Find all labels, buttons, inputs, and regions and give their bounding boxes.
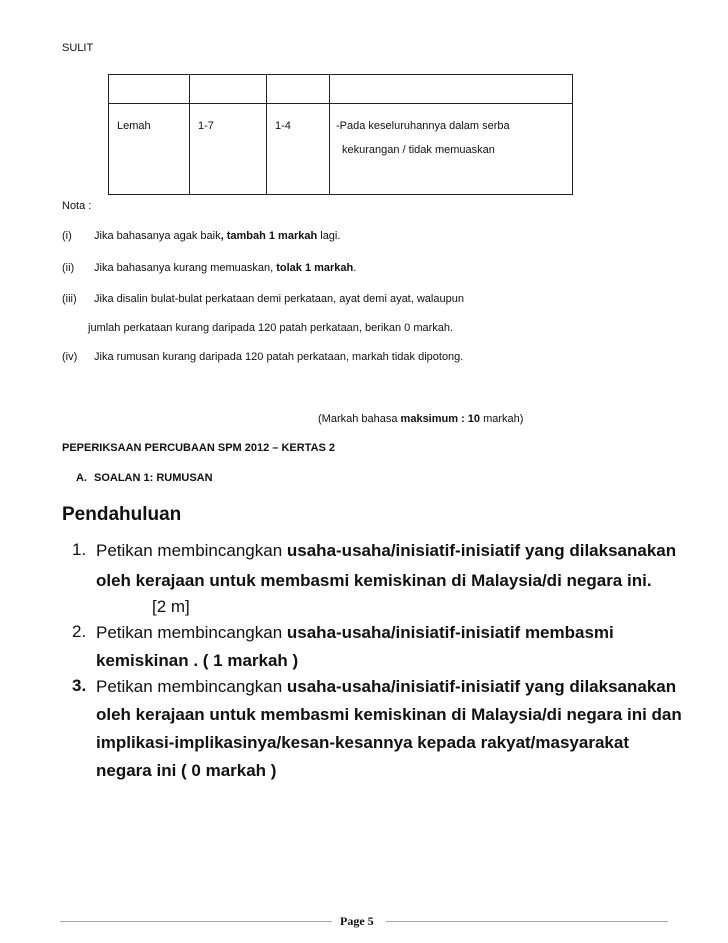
range-b-cell: 1-4 — [275, 120, 291, 132]
item-2-line-1: Petikan membincangkan usaha-usaha/inisiatif-inisiatif membasmi — [96, 623, 614, 642]
nota-marker-ii: (ii) — [62, 262, 75, 274]
sulit-label: SULIT — [62, 42, 94, 54]
item-2-number: 2. — [72, 622, 87, 641]
item-1-line-1: Petikan membincangkan usaha-usaha/inisiatif-inisiatif yang dilaksanakan — [96, 541, 677, 560]
table-header-row — [109, 75, 573, 104]
item-1-mark: [2 m] — [152, 597, 190, 616]
nota-marker-iv: (iv) — [62, 351, 78, 363]
nota-item-iv: Jika rumusan kurang daripada 120 patah perkataan, markah tidak dipotong. — [94, 351, 464, 363]
page-number: Page 5 — [340, 914, 374, 928]
range-a-cell: 1-7 — [198, 120, 214, 132]
nota-title: Nota : — [62, 200, 92, 212]
item-1-number: 1. — [72, 540, 87, 559]
footer-rule-right — [386, 921, 668, 922]
description-line-2: kekurangan / tidak memuaskan — [342, 144, 495, 156]
max-mark-note: (Markah bahasa maksimum : 10 markah) — [318, 413, 524, 425]
nota-item-iii-line-2: jumlah perkataan kurang daripada 120 patah perkataan, berikan 0 markah. — [88, 322, 454, 334]
pendahuluan-heading: Pendahuluan — [62, 504, 182, 525]
level-cell: Lemah — [117, 120, 151, 132]
table-row — [109, 104, 573, 195]
item-3-line-4: negara ini ( 0 markah ) — [96, 761, 277, 780]
description-line-1: -Pada keseluruhannya dalam serba — [336, 120, 510, 132]
nota-marker-iii: (iii) — [62, 293, 77, 305]
footer-rule-left — [60, 921, 332, 922]
nota-item-ii: Jika bahasanya kurang memuaskan, tolak 1 markah. — [94, 262, 357, 274]
nota-item-i: Jika bahasanya agak baik, tambah 1 markah lagi. — [94, 230, 341, 242]
section-label: SOALAN 1: RUMUSAN — [94, 472, 213, 484]
item-3-line-2: oleh kerajaan untuk membasmi kemiskinan di Malaysia/di negara ini dan — [96, 705, 682, 724]
item-3-number: 3. — [72, 676, 87, 695]
exam-title: PEPERIKSAAN PERCUBAAN SPM 2012 – KERTAS 2 — [62, 442, 336, 454]
grading-table — [108, 74, 573, 195]
item-3-line-1: Petikan membincangkan usaha-usaha/inisiatif-inisiatif yang dilaksanakan — [96, 677, 677, 696]
item-3-line-3: implikasi-implikasinya/kesan-kesannya kepada rakyat/masyarakat — [96, 733, 629, 752]
section-marker: A. — [76, 472, 87, 484]
item-2-line-2: kemiskinan . ( 1 markah ) — [96, 651, 299, 670]
nota-item-iii-line-1: Jika disalin bulat-bulat perkataan demi perkataan, ayat demi ayat, walaupun — [94, 293, 464, 305]
nota-marker-i: (i) — [62, 230, 72, 242]
item-1-line-2: oleh kerajaan untuk membasmi kemiskinan di Malaysia/di negara ini. — [96, 571, 652, 590]
